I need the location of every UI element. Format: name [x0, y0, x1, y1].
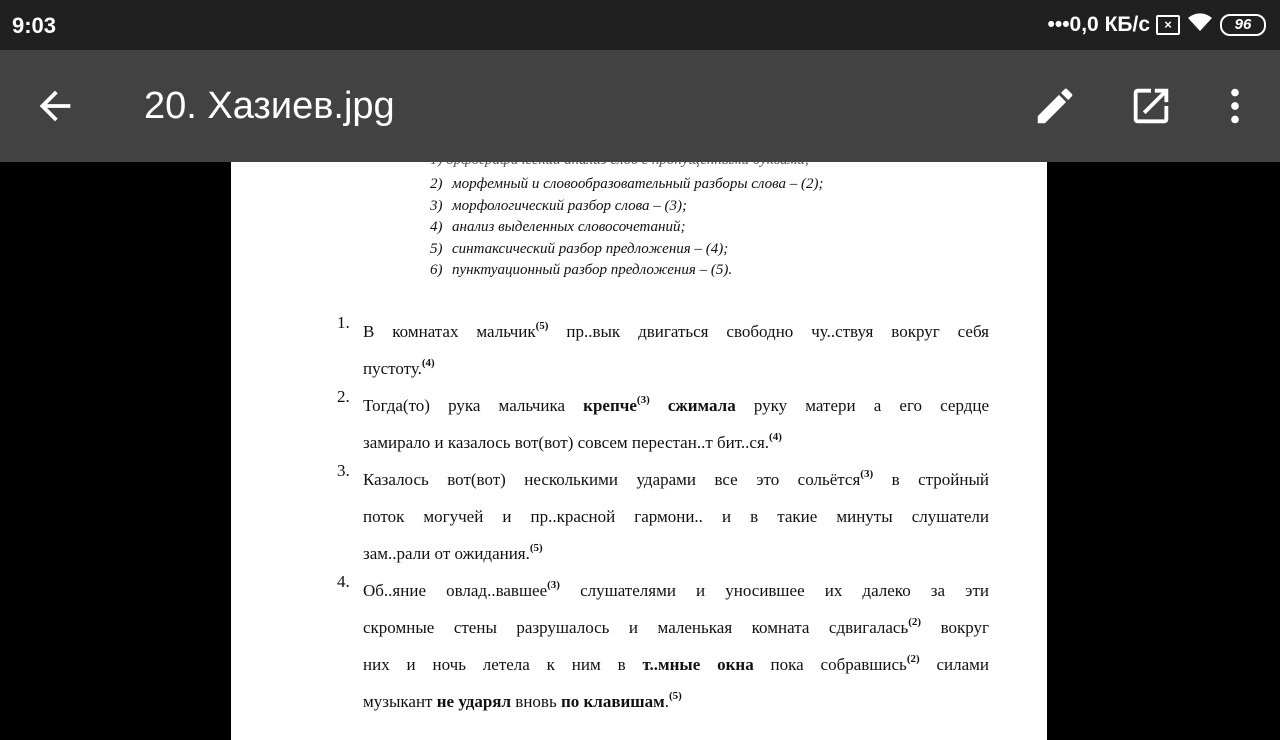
text-line — [363, 424, 989, 461]
superscript-mark: (3) — [547, 579, 560, 591]
more-options-button[interactable] — [1212, 83, 1258, 129]
network-speed: •••0,0 КБ/с — [1047, 13, 1150, 36]
text-segment: музыкант — [363, 692, 437, 711]
pencil-icon — [1032, 83, 1078, 129]
bold-phrase: крепче — [583, 396, 637, 415]
text-segment: Об..яние овлад..вавшее — [363, 581, 548, 600]
task-text — [363, 387, 989, 461]
tasks-list — [337, 313, 989, 720]
back-button[interactable] — [32, 83, 78, 129]
text-segment: поток могучей и пр..красной гармони.. и в такие минуты слушатели — [363, 507, 989, 526]
superscript-mark: (5) — [535, 320, 549, 332]
battery-icon: 96 — [1220, 14, 1266, 36]
task-number: 1. — [337, 313, 350, 332]
task-number: 3. — [337, 461, 350, 480]
text-segment: них и ночь летела к ним в — [363, 655, 643, 674]
edit-button[interactable] — [1032, 83, 1078, 129]
task-item — [337, 572, 989, 720]
task-text — [363, 313, 989, 387]
bold-phrase: т..мные окна — [642, 655, 754, 674]
superscript-mark: (5) — [669, 690, 682, 702]
step-number: 4) — [430, 219, 443, 236]
superscript-mark: (4) — [769, 431, 782, 443]
task-item — [337, 313, 989, 387]
superscript-mark: (5) — [529, 542, 543, 554]
task-number: 4. — [337, 572, 350, 591]
text-segment: слушателями и уносившее их далеко за эти — [559, 581, 989, 600]
open-external-icon — [1128, 83, 1174, 129]
task-item — [337, 387, 989, 461]
text-segment: . — [664, 692, 669, 711]
text-segment: замирало и казалось вот(вот) совсем перестан..т бит..ся. — [363, 433, 770, 452]
superscript-mark: (3) — [860, 468, 874, 480]
page-title: 20. Хазиев.jpg — [144, 85, 395, 127]
step-item — [430, 260, 824, 282]
bold-phrase: по клавишам — [560, 692, 665, 711]
text-segment: скромные стены разрушалось и маленькая комната сдвигалась — [363, 618, 909, 637]
step-number: 6) — [430, 262, 443, 279]
step-text: пунктуационный разбор предложения – (5). — [452, 262, 733, 279]
text-segment: В комнатах мальчик — [363, 322, 536, 341]
text-segment: силами — [919, 655, 990, 674]
superscript-mark: (2) — [906, 653, 920, 665]
task-number: 2. — [337, 387, 350, 406]
bold-phrase: не ударял — [436, 692, 512, 711]
superscript-mark: (3) — [636, 394, 650, 406]
step-item — [430, 196, 824, 218]
text-segment: вокруг — [921, 618, 989, 637]
text-line — [363, 313, 989, 350]
step-item — [430, 174, 824, 196]
text-segment: зам..рали от ожидания. — [363, 544, 530, 563]
text-segment: пустоту. — [363, 359, 422, 378]
no-sim-icon: × — [1156, 15, 1180, 35]
text-line — [363, 535, 989, 572]
task-item — [337, 461, 989, 572]
text-segment: пр..вык двигаться свободно чу..ствуя вокруг себя — [548, 322, 989, 341]
app-bar — [0, 50, 1280, 162]
document-image[interactable] — [231, 140, 1047, 740]
status-time: 9:03 — [12, 13, 57, 38]
text-segment: Тогда(то) рука мальчика — [363, 396, 584, 415]
superscript-mark: (4) — [421, 357, 435, 369]
text-line — [363, 683, 989, 720]
step-number: 2) — [430, 176, 443, 192]
text-segment: руку матери а его сердце — [735, 396, 990, 415]
text-line — [363, 387, 989, 424]
text-segment: Казалось вот(вот) несколькими ударами все это сольётся — [363, 470, 861, 489]
text-line — [363, 609, 989, 646]
analysis-steps-list — [430, 174, 824, 282]
task-text — [363, 461, 989, 572]
step-item — [430, 239, 824, 261]
status-icons — [1047, 12, 1266, 38]
arrow-back-icon — [32, 83, 78, 129]
bold-phrase: сжимала — [667, 396, 736, 415]
step-text: синтаксический разбор предложения – (4); — [452, 240, 729, 257]
more-vert-icon — [1212, 83, 1258, 129]
open-external-button[interactable] — [1128, 83, 1174, 129]
task-text — [363, 572, 989, 720]
step-text: морфемный и словообразовательный разборы слова – (2); — [452, 176, 824, 192]
text-line — [363, 350, 989, 387]
text-line — [363, 572, 989, 609]
text-segment — [650, 396, 668, 415]
status-bar — [0, 0, 1280, 50]
wifi-icon — [1186, 11, 1214, 39]
text-segment: вновь — [511, 692, 561, 711]
text-line — [363, 498, 989, 535]
step-text: анализ выделенных словосочетаний; — [452, 219, 686, 236]
step-text: морфологический разбор слова – (3); — [452, 197, 687, 214]
superscript-mark: (2) — [908, 616, 922, 628]
text-segment: в стройный — [873, 470, 989, 489]
step-number: 3) — [430, 197, 443, 214]
text-line — [363, 646, 989, 683]
text-segment: пока собравшись — [753, 655, 907, 674]
text-line — [363, 461, 989, 498]
step-item — [430, 217, 824, 239]
step-number: 5) — [430, 240, 443, 257]
